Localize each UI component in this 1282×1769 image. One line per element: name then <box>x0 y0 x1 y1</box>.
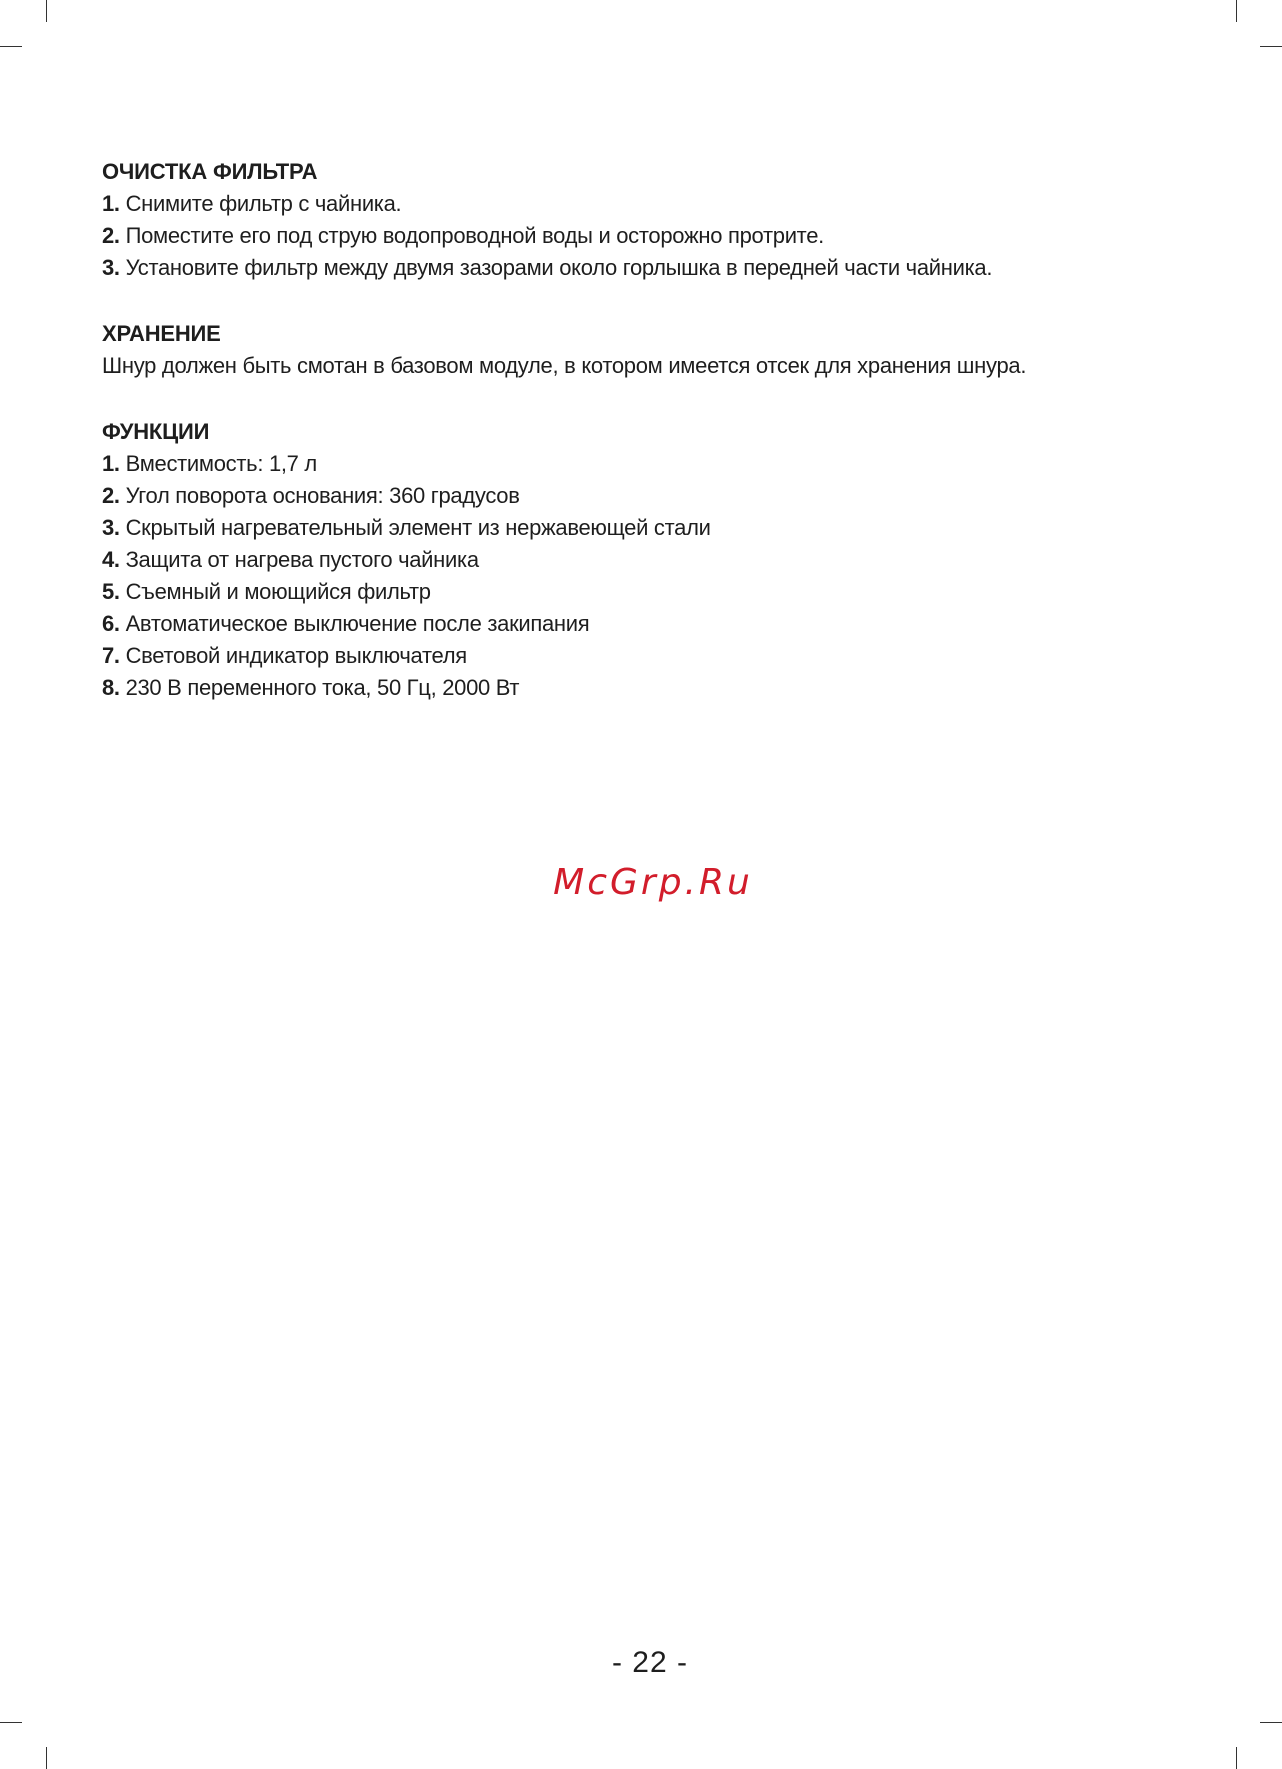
item-number: 3. <box>102 515 120 540</box>
document-content <box>102 156 1182 738</box>
list-item <box>102 220 1182 252</box>
item-text: Снимите фильтр с чайника. <box>125 191 402 216</box>
item-text: Защита от нагрева пустого чайника <box>125 547 479 572</box>
item-number: 2. <box>102 223 120 248</box>
item-number: 3. <box>102 255 120 280</box>
filter-cleaning-section <box>102 156 1182 284</box>
functions-section <box>102 416 1182 704</box>
list-item <box>102 608 1182 640</box>
crop-mark-top-left-vertical <box>46 0 47 22</box>
list-item <box>102 448 1182 480</box>
list-item <box>102 252 1182 284</box>
storage-section <box>102 318 1182 382</box>
list-item <box>102 512 1182 544</box>
item-text: Съемный и моющийся фильтр <box>125 579 431 604</box>
item-text: 230 В переменного тока, 50 Гц, 2000 Вт <box>125 675 520 700</box>
crop-mark-top-right-horizontal <box>1260 46 1282 47</box>
list-item <box>102 672 1182 704</box>
item-text: Световой индикатор выключателя <box>125 643 467 668</box>
storage-text: Шнур должен быть смотан в базовом модуле, в котором имеется отсек для хранения шнура. <box>102 353 1027 378</box>
crop-mark-top-left-horizontal <box>0 46 22 47</box>
crop-mark-bottom-left-horizontal <box>0 1722 22 1723</box>
section-title: ХРАНЕНИЕ <box>102 321 221 346</box>
list-item <box>102 480 1182 512</box>
item-text: Скрытый нагревательный элемент из нержавеющей стали <box>125 515 711 540</box>
crop-mark-bottom-right-vertical <box>1236 1747 1237 1769</box>
list-item <box>102 576 1182 608</box>
page-number: - 22 - <box>611 1646 689 1679</box>
item-text: Поместите его под струю водопроводной воды и осторожно протрите. <box>125 223 824 248</box>
item-number: 8. <box>102 675 120 700</box>
item-number: 6. <box>102 611 120 636</box>
item-number: 7. <box>102 643 120 668</box>
item-text: Установите фильтр между двумя зазорами около горлышка в передней части чайника. <box>125 255 993 280</box>
item-number: 2. <box>102 483 120 508</box>
item-text: Вместимость: 1,7 л <box>125 451 317 476</box>
list-item <box>102 188 1182 220</box>
list-item <box>102 640 1182 672</box>
item-text: Автоматическое выключение после закипания <box>125 611 590 636</box>
crop-mark-top-right-vertical <box>1236 0 1237 22</box>
item-number: 5. <box>102 579 120 604</box>
list-item <box>102 544 1182 576</box>
item-number: 1. <box>102 451 120 476</box>
section-title: ФУНКЦИИ <box>102 419 210 444</box>
crop-mark-bottom-right-horizontal <box>1260 1722 1282 1723</box>
item-number: 1. <box>102 191 120 216</box>
watermark: McGrp.Ru <box>553 862 753 903</box>
crop-mark-bottom-left-vertical <box>46 1747 47 1769</box>
section-title: ОЧИСТКА ФИЛЬТРА <box>102 159 318 184</box>
item-text: Угол поворота основания: 360 градусов <box>125 483 520 508</box>
item-number: 4. <box>102 547 120 572</box>
